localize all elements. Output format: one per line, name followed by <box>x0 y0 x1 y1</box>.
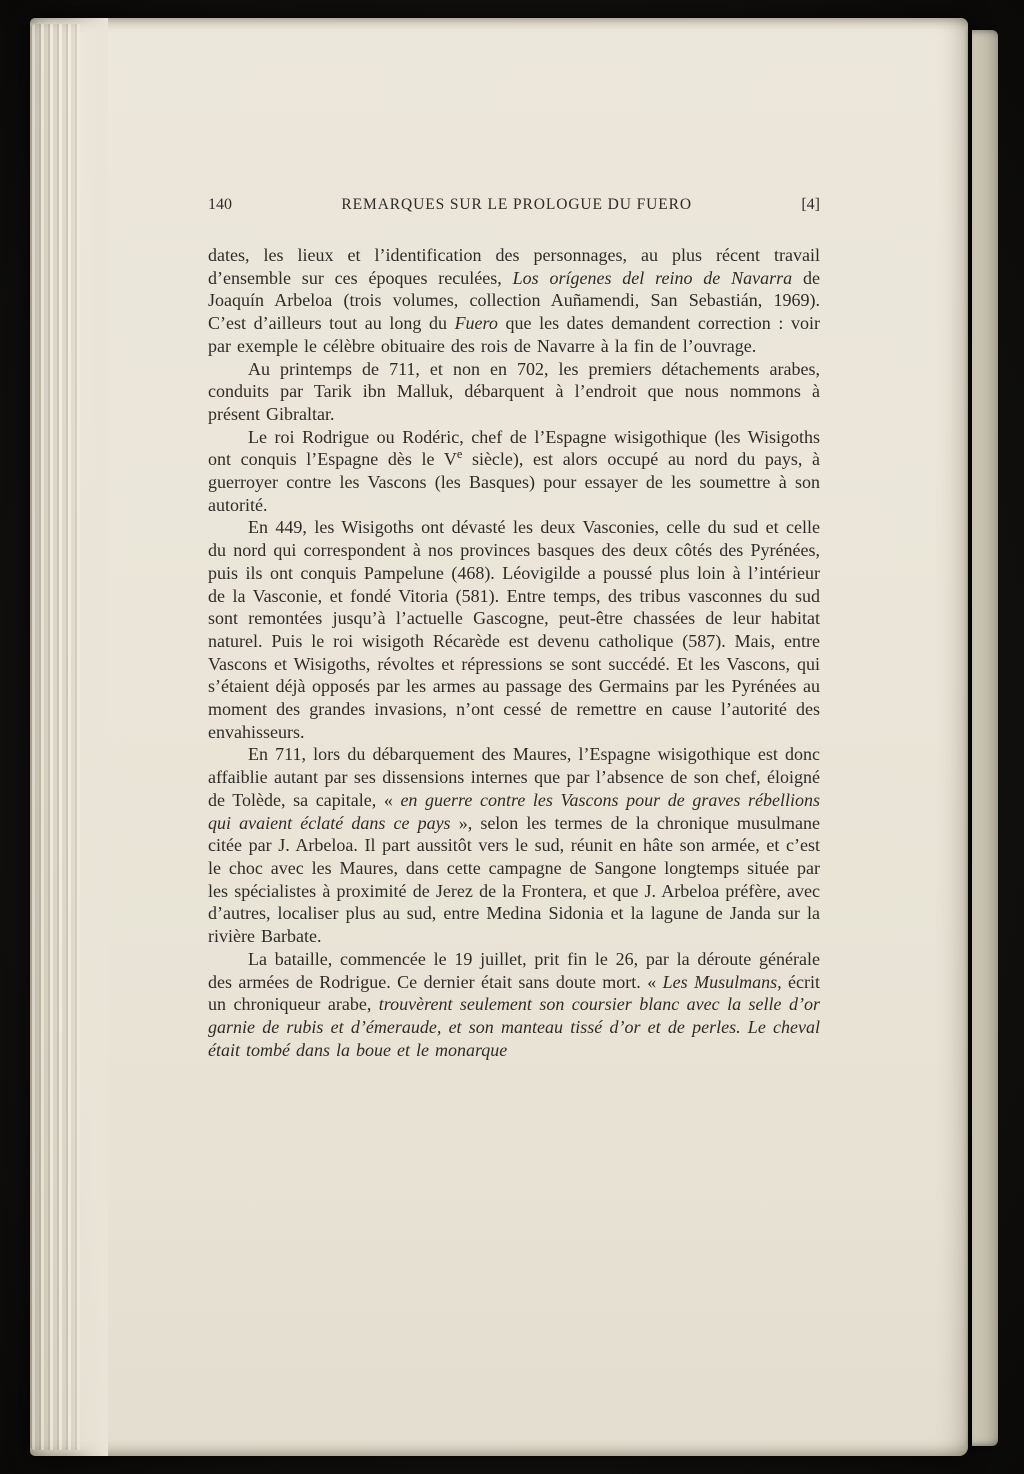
page-edges-fade <box>30 18 108 1456</box>
issue-number: [4] <box>801 196 820 213</box>
paragraph: La bataille, commencée le 19 juillet, prit fin le 26, par la déroute générale des armées de Rodrigue. Ce dernier était sans doute mort. « Les Musulmans, écrit un chroniqueur arabe, trouvèrent seulement son coursier blanc avec la selle d’or garnie de rubis et d’émeraude, et son manteau tissé d’or et de perles. Le cheval était tombé dans la boue et le monarque <box>208 948 821 1060</box>
paragraph: dates, les lieux et l’identification des personnages, au plus récent travail d’ensemble sur ces époques reculées, Los orígenes del reino de Navarra de Joaquín Arbeloa (trois volumes, collection Auñamendi, San Sebastián, 1969). C’est d’ailleurs tout au long du Fuero que les dates demandent correction : voir par exemple le célèbre obituaire des rois de Navarre à la fin de l’ouvrage. <box>208 245 820 356</box>
paragraphs <box>208 244 820 1061</box>
paragraph: En 449, les Wisigoths ont dévasté les deux Vasconies, celle du sud et celle du nord qui correspondent à nos provinces basques des deux côtés des Pyrénées, puis ils ont conquis Pampelune (468). Léovigilde a poussé plus loin à l’intérieur de la Vasconie, et fondé Vitoria (581). Entre temps, des tribus vasconnes du sud sont remontées jusqu’à l’actuelle Gascogne, peut-être chassées de leur habitat naturel. Puis le roi wisigoth Récarède est devenu catholique (587). Mais, entre Vascons et Wisigoths, révoltes et répressions se sont succédé. Et les Vascons, qui s’étaient déjà opposés par les armes au passage des Germains par les Pyrénées au moment des grandes invasions, n’ont cessé de remettre en cause l’autorité des envahisseurs. <box>208 517 820 742</box>
paragraph: En 711, lors du débarquement des Maures, l’Espagne wisigothique est donc affaiblie autant par ses dissensions internes que par l’absence de son chef, éloigné de Tolède, sa capitale, « en guerre contre les Vascons pour de graves rébellions qui avaient éclaté dans ce pays », selon les termes de la chronique musulmane citée par J. Arbeloa. Il part aussitôt vers le sud, réunit en hâte son armée, et c’est le choc avec les Maures, dans cette campagne de Sangone longtemps située par les spécialistes à proximité de Jerez de la Frontera, et que J. Arbeloa préfère, avec d’autres, localiser plus au sud, entre Medina Sidonia et la lagune de Janda sur la rivière Barbate. <box>208 744 820 947</box>
paragraph: Au printemps de 711, et non en 702, les premiers détachements arabes, conduits par Tarik ibn Malluk, débarquent à l’endroit que nous nommons à présent Gibraltar. <box>208 358 820 424</box>
printed-text-block <box>208 196 820 1061</box>
page-header <box>208 196 820 214</box>
page-number: 140 <box>208 196 232 213</box>
running-title: REMARQUES SUR LE PROLOGUE DU FUERO <box>341 196 692 213</box>
paragraph: Le roi Rodrigue ou Rodéric, chef de l’Espagne wisigothique (les Wisigoths ont conquis l’Espagne dès le Ve siècle), est alors occupé au nord du pays, à guerroyer contre les Vascons (les Basques) pour essayer de les soumettre à son autorité. <box>208 426 820 515</box>
book-page <box>30 18 968 1456</box>
next-page-edge <box>972 30 998 1446</box>
